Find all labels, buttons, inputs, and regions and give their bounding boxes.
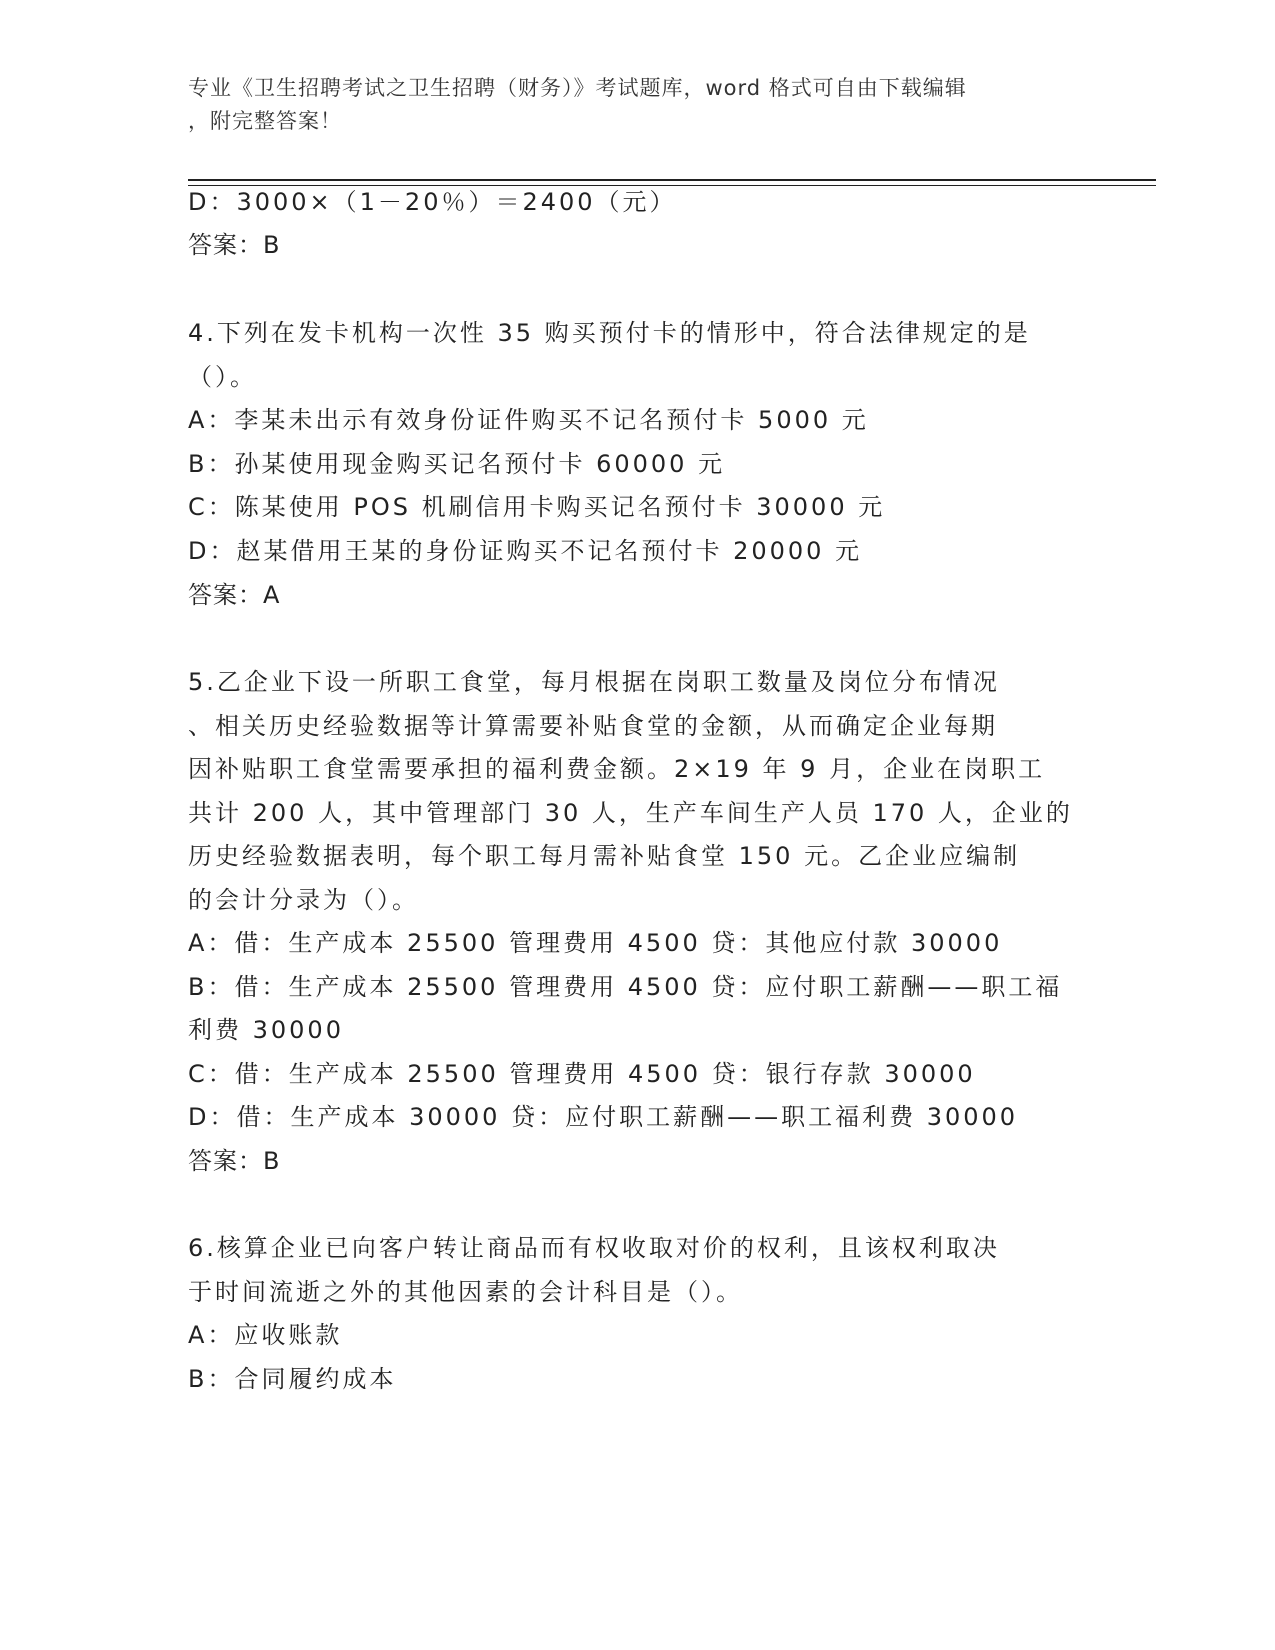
question-6-option-b: B：合同履约成本 — [188, 1365, 397, 1393]
question-5-stem-line-1: 5.乙企业下设一所职工食堂，每月根据在岗职工数量及岗位分布情况 — [188, 668, 1000, 696]
question-4-option-b: B：孙某使用现金购买记名预付卡 60000 元 — [188, 450, 726, 478]
header-title-line-1: 专业《卫生招聘考试之卫生招聘（财务）》考试题库，word 格式可自由下载编辑 — [188, 76, 967, 100]
question-5-option-b-line-2: 利费 30000 — [188, 1016, 344, 1044]
previous-question-option-d: D：3000×（1－20％）＝2400（元） — [188, 188, 677, 216]
question-4-stem-line-2: （）。 — [188, 363, 257, 391]
question-5-option-d: D：借：生产成本 30000 贷：应付职工薪酬——职工福利费 30000 — [188, 1103, 1019, 1131]
document-header — [188, 72, 1068, 138]
header-title-line-2: ，附完整答案！ — [188, 109, 342, 133]
question-5-stem-line-5: 历史经验数据表明，每个职工每月需补贴食堂 150 元。乙企业应编制 — [188, 842, 1021, 870]
question-4-answer: 答案：A — [188, 581, 281, 609]
question-5-answer: 答案：B — [188, 1147, 281, 1175]
question-6-stem-line-2: 于时间流逝之外的其他因素的会计科目是（）。 — [188, 1278, 743, 1306]
question-5-stem-line-3: 因补贴职工食堂需要承担的福利费金额。2×19 年 9 月，企业在岗职工 — [188, 755, 1046, 783]
question-6-stem-line-1: 6.核算企业已向客户转让商品而有权收取对价的权利，且该权利取决 — [188, 1234, 1000, 1262]
question-5-option-a: A：借：生产成本 25500 管理费用 4500 贷：其他应付款 30000 — [188, 929, 1003, 957]
question-4-stem-line-1: 4.下列在发卡机构一次性 35 购买预付卡的情形中，符合法律规定的是 — [188, 319, 1031, 347]
question-5-stem-line-4: 共计 200 人，其中管理部门 30 人，生产车间生产人员 170 人，企业的 — [188, 799, 1073, 827]
question-5-option-b-line-1: B：借：生产成本 25500 管理费用 4500 贷：应付职工薪酬——职工福 — [188, 973, 1063, 1001]
question-6-option-a: A：应收账款 — [188, 1321, 343, 1349]
question-5-option-c: C：借：生产成本 25500 管理费用 4500 贷：银行存款 30000 — [188, 1060, 976, 1088]
question-5-stem-line-2: 、相关历史经验数据等计算需要补贴食堂的金额，从而确定企业每期 — [188, 712, 998, 740]
question-4-option-c: C：陈某使用 POS 机刷信用卡购买记名预付卡 30000 元 — [188, 493, 886, 521]
question-4-option-d: D：赵某借用王某的身份证购买不记名预付卡 20000 元 — [188, 537, 863, 565]
previous-question-answer: 答案：B — [188, 231, 281, 259]
question-4-option-a: A：李某未出示有效身份证件购买不记名预付卡 5000 元 — [188, 406, 869, 434]
question-5-stem-line-6: 的会计分录为（）。 — [188, 886, 419, 914]
